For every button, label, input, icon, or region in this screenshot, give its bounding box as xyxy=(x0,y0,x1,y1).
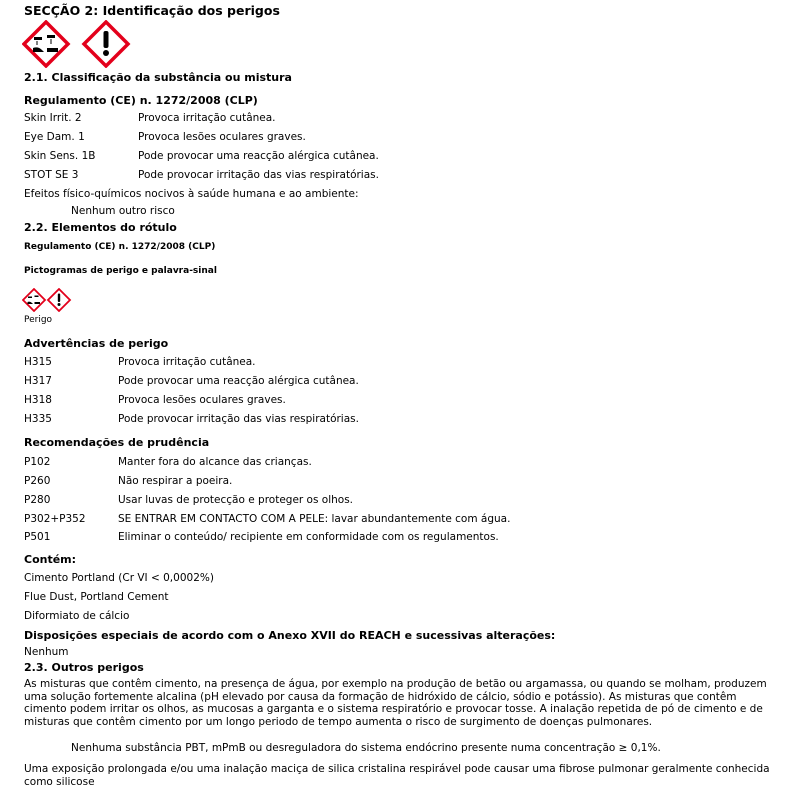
hazard-text: Provoca irritação cutânea. xyxy=(118,356,256,368)
pictogram-row-small xyxy=(22,288,72,312)
pictograms-label: Pictogramas de perigo e palavra-sinal xyxy=(24,266,217,276)
exclamation-icon xyxy=(84,22,128,66)
section-title: SECÇÃO 2: Identificação dos perigos xyxy=(24,3,280,18)
regulation-heading: Regulamento (CE) n. 1272/2008 (CLP) xyxy=(24,94,258,107)
heading-2-2: 2.2. Elementos do rótulo xyxy=(24,221,177,234)
regulation-subheading: Regulamento (CE) n. 1272/2008 (CLP) xyxy=(24,242,216,252)
precaution-code: P302+P352 xyxy=(24,513,86,525)
contains-heading: Contém: xyxy=(24,553,77,566)
class-text: Pode provocar uma reacção alérgica cutânea. xyxy=(138,150,379,162)
precaution-code: P102 xyxy=(24,456,51,468)
precaution-text: Manter fora do alcance das crianças. xyxy=(118,456,312,468)
hazard-text: Provoca lesões oculares graves. xyxy=(118,394,286,406)
exclamation-icon xyxy=(48,289,70,311)
signal-word: Perigo xyxy=(24,315,53,325)
class-code: Eye Dam. 1 xyxy=(24,131,85,143)
class-code: Skin Irrit. 2 xyxy=(24,112,82,124)
hazard-text: Pode provocar irritação das vias respiratórias. xyxy=(118,413,359,425)
class-code: STOT SE 3 xyxy=(24,169,79,181)
pictogram-row-large xyxy=(22,20,132,68)
class-text: Provoca lesões oculares graves. xyxy=(138,131,306,143)
precaution-code: P280 xyxy=(24,494,51,506)
effects-label: Efeitos físico-químicos nocivos à saúde humana e ao ambiente: xyxy=(24,188,359,200)
precaution-text: Não respirar a poeira. xyxy=(118,475,233,487)
precaution-text: Usar luvas de protecção e proteger os olhos. xyxy=(118,494,354,506)
precaution-text: Eliminar o conteúdo/ recipiente em conformidade com os regulamentos. xyxy=(118,531,499,543)
hazard-statements-heading: Advertências de perigo xyxy=(24,337,169,350)
hazard-code: H315 xyxy=(24,356,52,368)
special-provisions-value: Nenhum xyxy=(24,646,69,658)
corrosion-icon xyxy=(23,289,45,311)
corrosion-icon xyxy=(24,22,68,66)
contains-item: Cimento Portland (Cr VI < 0,0002%) xyxy=(24,572,214,584)
hazard-text: Pode provocar uma reacção alérgica cutânea. xyxy=(118,375,359,387)
heading-2-1: 2.1. Classificação da substância ou mistura xyxy=(24,71,292,84)
hazard-code: H317 xyxy=(24,375,52,387)
precautionary-heading: Recomendações de prudência xyxy=(24,436,210,449)
effects-value: Nenhum outro risco xyxy=(71,205,175,217)
class-text: Pode provocar irritação das vias respiratórias. xyxy=(138,169,379,181)
contains-item: Diformiato de cálcio xyxy=(24,610,130,622)
precaution-text: SE ENTRAR EM CONTACTO COM A PELE: lavar abundantemente com água. xyxy=(118,513,511,525)
other-hazards-paragraph: As misturas que contêm cimento, na presença de água, por exemplo na produção de betão ou argamassa, ou quando se molham, produzem uma solução fortemente alcalina (pH elevado por causa da formação de hidróxido de cálcio, sódio e potássio). As misturas que contêm cimento podem irritar os olhos, as mucosas a garganta e o sistema respiratório e provocar tosse. A inalação repetida de pó de cimento e de misturas que contêm cimento por um longo periodo de tempo aumenta o risco de surgimento de doenças pulmonares. xyxy=(24,678,767,728)
hazard-code: H335 xyxy=(24,413,52,425)
contains-item: Flue Dust, Portland Cement xyxy=(24,591,169,603)
heading-2-3: 2.3. Outros perigos xyxy=(24,661,144,674)
precaution-code: P501 xyxy=(24,531,51,543)
class-text: Provoca irritação cutânea. xyxy=(138,112,276,124)
precaution-code: P260 xyxy=(24,475,51,487)
special-provisions-heading: Disposições especiais de acordo com o Anexo XVII do REACH e sucessivas alterações: xyxy=(24,629,556,642)
hazard-code: H318 xyxy=(24,394,52,406)
silica-paragraph: Uma exposição prolongada e/ou uma inalação maciça de silica cristalina respirável pode causar uma fibrose pulmonar geralmente conhecida como silicose xyxy=(24,763,770,788)
class-code: Skin Sens. 1B xyxy=(24,150,96,162)
pbt-note: Nenhuma substância PBT, mPmB ou desreguladora do sistema endócrino presente numa concentração ≥ 0,1%. xyxy=(71,742,661,754)
